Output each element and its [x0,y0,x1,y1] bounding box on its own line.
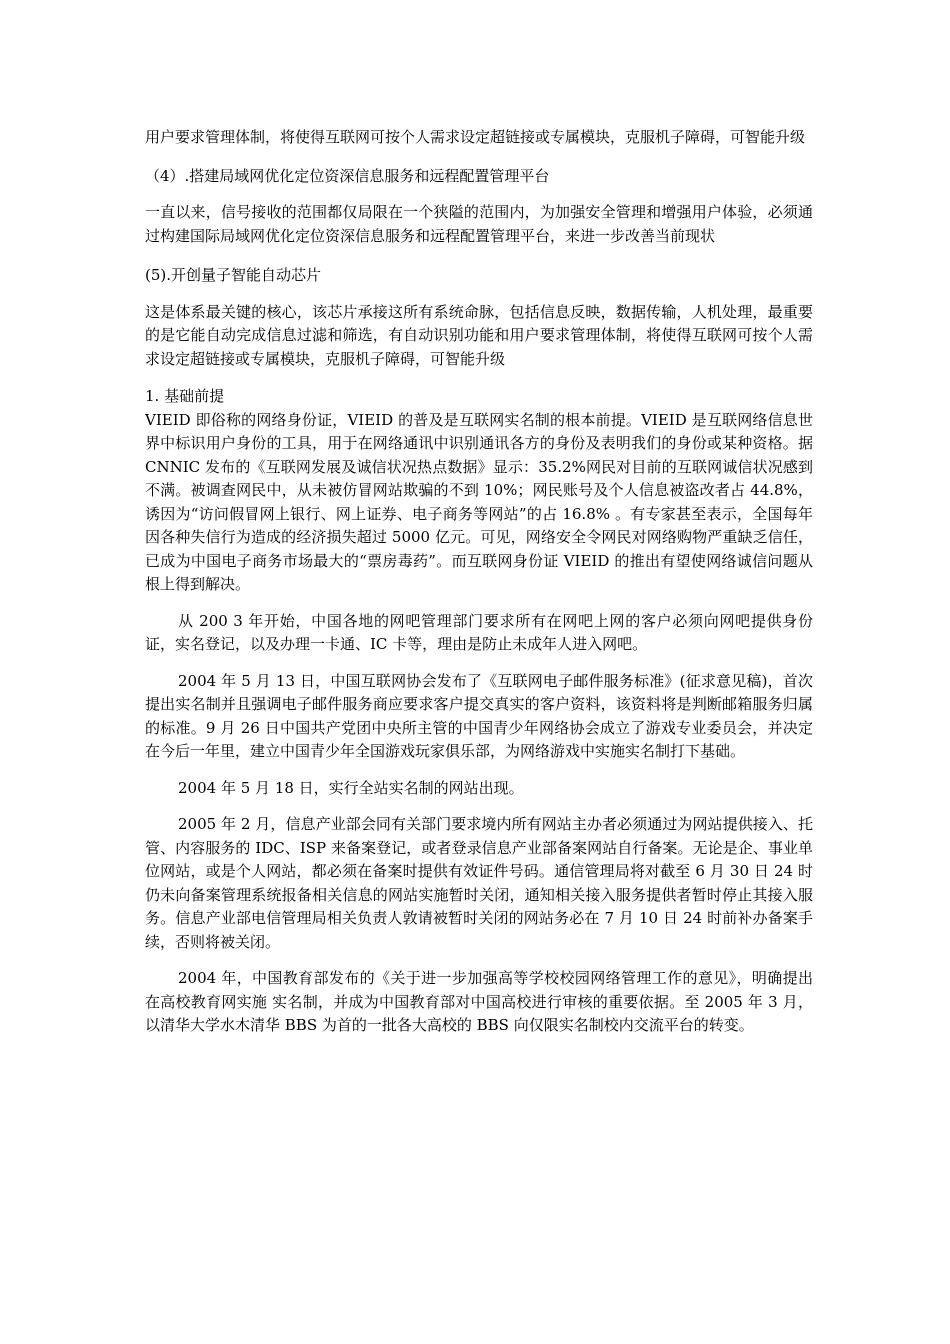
paragraph-core-chip: 这是体系最关键的核心，该芯片承接这所有系统命脉，包括信息反映，数据传输，人机处理，最重要的是它能自动完成信息过滤和筛选，有自动识别功能和用户要求管理体制，将使得互联网可按个人需求设定超链接或专属模块，克服机子障碍，可智能升级 [145,302,813,368]
paragraph-2004-realname-site: 2004 年 5 月 18 日，实行全站实名制的网站出现。 [178,778,524,797]
heading-quantum-chip: (5).开创量子智能自动芯片 [145,266,322,284]
paragraph-signal-reception: 一直以来，信号接收的范围都仅局限在一个狭隘的范围内，为加强安全管理和增强用户体验，必须通过构建国际局域网优化定位资深信息服务和远程配置管理平台，来进一步改善当前现状 [145,203,813,245]
paragraph-2004-email-standard: 2004 年 5 月 13 日，中国互联网协会发布了《互联网电子邮件服务标准》(征求意见稿)，首次提出实名制并且强调电子邮件服务商应要求客户提交真实的客户资料，该资料将是判断邮箱服务归属的标准。9 月 26 日中国共产党团中央所主管的中国青少年网络协会成立了游戏专业委员会，并决定在今后一年里，建立中国青少年全国游戏玩家俱乐部，为网络游戏中实施实名制打下基础。 [145,671,813,760]
heading-basic-premise: 1. 基础前提 [145,387,225,405]
heading-lan-platform: （4）.搭建局域网优化定位资深信息服务和远程配置管理平台 [145,166,550,185]
paragraph-vieid: VIEID 即俗称的网络身份证，VIEID 的普及是互联网实名制的根本前提。VIEID 是互联网络信息世界中标识用户身份的工具，用于在网络通讯中识别通讯各方的身份及表明我们的身份或某种资格。据 CNNIC 发布的《互联网发展及诚信状况热点数据》显示：35.2%网民对目前的互联网诚信状况感到不满。被调查网民中，从未被仿冒网站欺骗的不到 10%；网民账号及个人信息被盗改者占 44.8%，诱因为“访问假冒网上银行、网上证券、电子商务等网站”的占 16.8% 。有专家甚至表示，全国每年因各种失信行为造成的经济损失超过 5000 亿元。可见，网络安全令网民对网络购物严重缺乏信任，已成为中国电子商务市场最大的“票房毒药”。而互联网身份证 VIEID 的推出有望使网络诚信问题从根上得到解决。 [145,410,813,593]
paragraph-2003-internet-cafe: 从 200 3 年开始，中国各地的网吧管理部门要求所有在网吧上网的客户必须向网吧提供身份证，实名登记，以及办理一卡通、IC 卡等，理由是防止未成年人进入网吧。 [145,611,813,653]
paragraph-2005-filing: 2005 年 2 月，信息产业部会同有关部门要求境内所有网站主办者必须通过为网站提供接入、托管、内容服务的 IDC、ISP 来备案登记，或者登录信息产业部备案网站自行备案。无论是企、事业单位网站，或是个人网站，都必须在备案时提供有效证件号码。通信管理局将对截至 6 月 30 日 24 时仍未向备案管理系统报备相关信息的网站实施暂时关闭，通知相关接入服务提供者暂时停止其接入服务。信息产业部电信管理局相关负责人敦请被暂时关闭的网站务必在 7 月 10 日 24 时前补办备案手续，否则将被关闭。 [145,815,813,951]
document-page [145,126,813,1038]
paragraph-2004-education: 2004 年，中国教育部发布的《关于进一步加强高等学校校园网络管理工作的意见》，明确提出在高校教育网实施 实名制，并成为中国教育部对中国高校进行审核的重要依据。至 2005 年 3 月，以清华大学水木清华 BBS 为首的一批各大高校的 BBS 向仅限实名制校内交流平台的转变。 [145,969,813,1034]
paragraph-smart-upgrade: 用户要求管理体制，将使得互联网可按个人需求设定超链接或专属模块，克服机子障碍，可智能升级 [145,128,806,146]
